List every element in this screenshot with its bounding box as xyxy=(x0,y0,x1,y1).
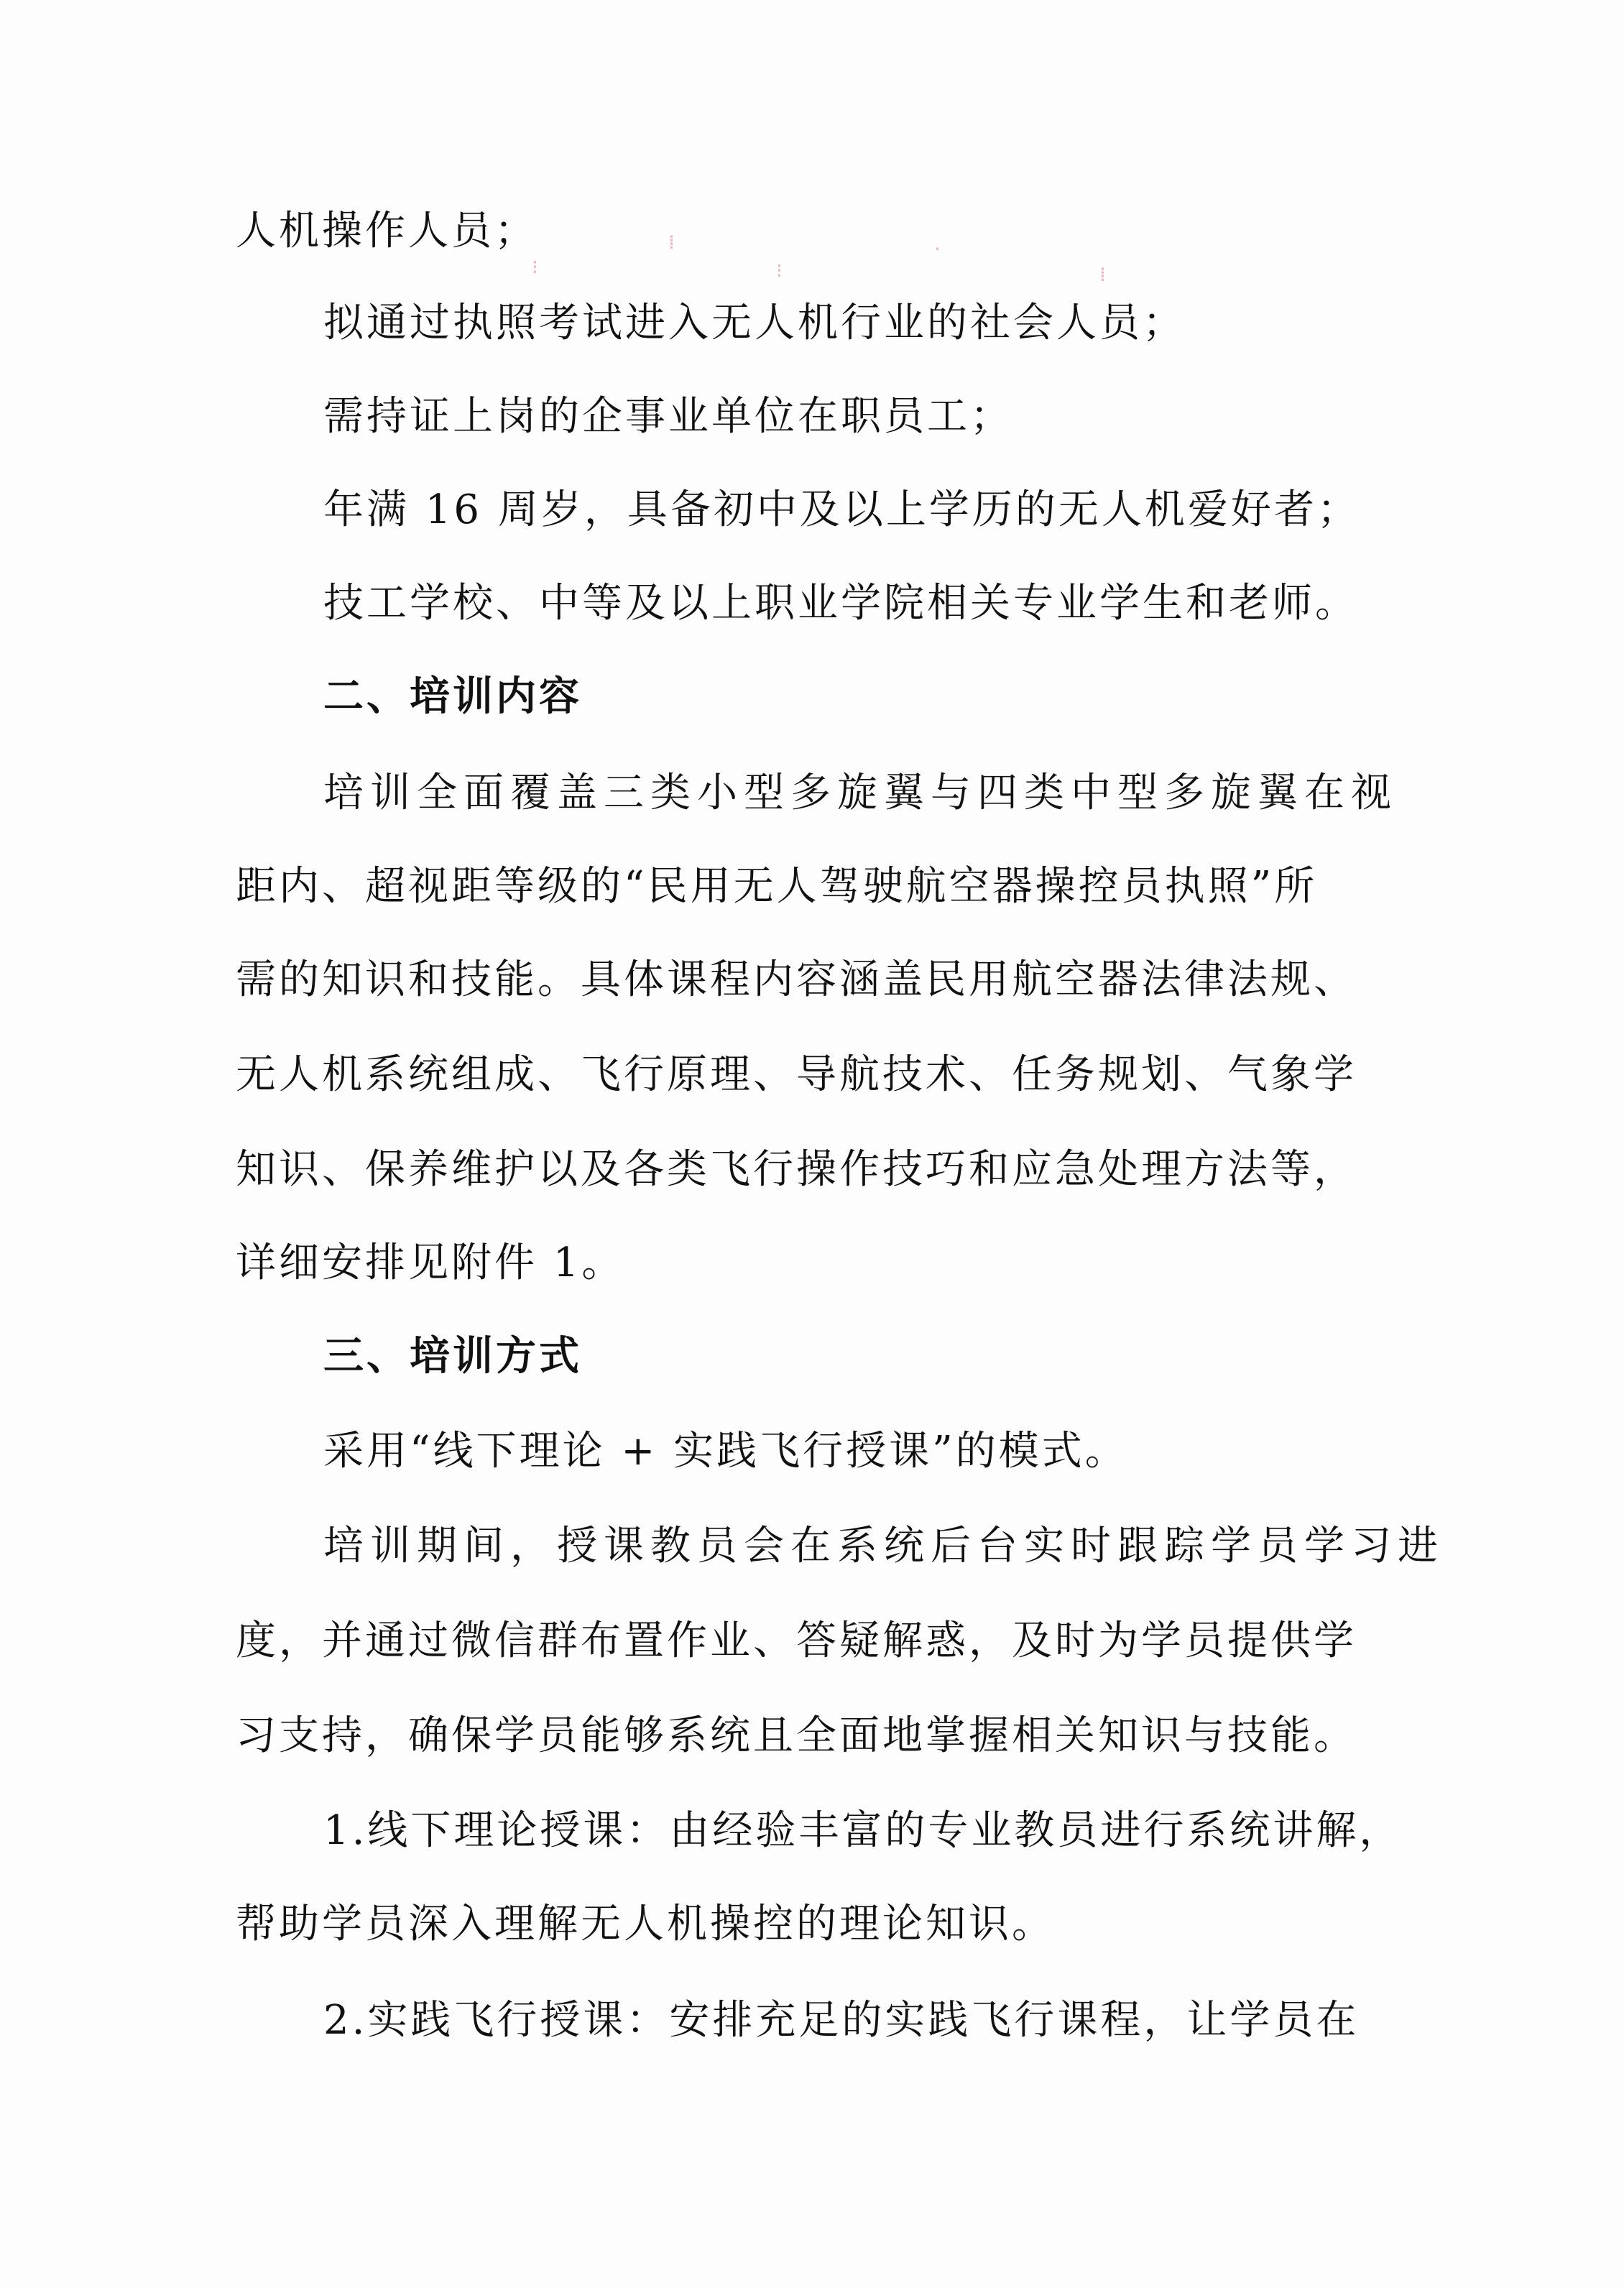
paragraph-line: 距内、超视距等级的“民用无人驾驶航空器操控员执照”所 xyxy=(236,863,1318,910)
stamp-bleed-mark: ⁝ xyxy=(776,259,783,282)
paragraph-line: 培训全面覆盖三类小型多旋翼与四类中型多旋翼在视 xyxy=(323,770,1398,816)
section-heading: 三、培训方式 xyxy=(323,1333,582,1380)
paragraph-line: 需的知识和技能。具体课程内容涵盖民用航空器法律法规、 xyxy=(236,956,1357,1003)
paragraph-line: 帮助学员深入理解无人机操控的理论知识。 xyxy=(236,1901,1055,1947)
stamp-bleed-mark: ⁝ xyxy=(532,255,538,279)
paragraph-line: 度，并通过微信群布置作业、答疑解惑，及时为学员提供学 xyxy=(236,1618,1357,1664)
continuation-line: 人机操作人员； xyxy=(236,208,538,254)
section-heading: 二、培训内容 xyxy=(323,673,582,720)
numbered-item: 1.线下理论授课：由经验丰富的专业教员进行系统讲解， xyxy=(323,1807,1403,1854)
numbered-item: 2.实践飞行授课：安排充足的实践飞行课程，让学员在 xyxy=(323,1997,1360,2044)
paragraph-line: 采用“线下理论 + 实践飞行授课”的模式。 xyxy=(323,1428,1128,1475)
list-item: 年满 16 周岁，具备初中及以上学历的无人机爱好者； xyxy=(323,486,1360,533)
paragraph-line: 详细安排见附件 1。 xyxy=(236,1240,625,1286)
paragraph-line: 知识、保养维护以及各类飞行操作技巧和应急处理方法等， xyxy=(236,1146,1357,1193)
list-item: 技工学校、中等及以上职业学院相关专业学生和老师。 xyxy=(323,580,1358,627)
stamp-bleed-mark: · xyxy=(934,237,941,261)
paragraph-line: 培训期间，授课教员会在系统后台实时跟踪学员学习进 xyxy=(323,1523,1444,1569)
paragraph-line: 无人机系统组成、飞行原理、导航技术、任务规划、气象学 xyxy=(236,1051,1357,1098)
paragraph-line: 习支持，确保学员能够系统且全面地掌握相关知识与技能。 xyxy=(236,1712,1357,1759)
stamp-bleed-mark: ⁞ xyxy=(668,230,675,254)
list-item: 需持证上岗的企事业单位在职员工； xyxy=(323,393,1013,440)
stamp-bleed-mark: ⁞ xyxy=(1099,262,1106,286)
list-item: 拟通过执照考试进入无人机行业的社会人员； xyxy=(323,300,1186,346)
